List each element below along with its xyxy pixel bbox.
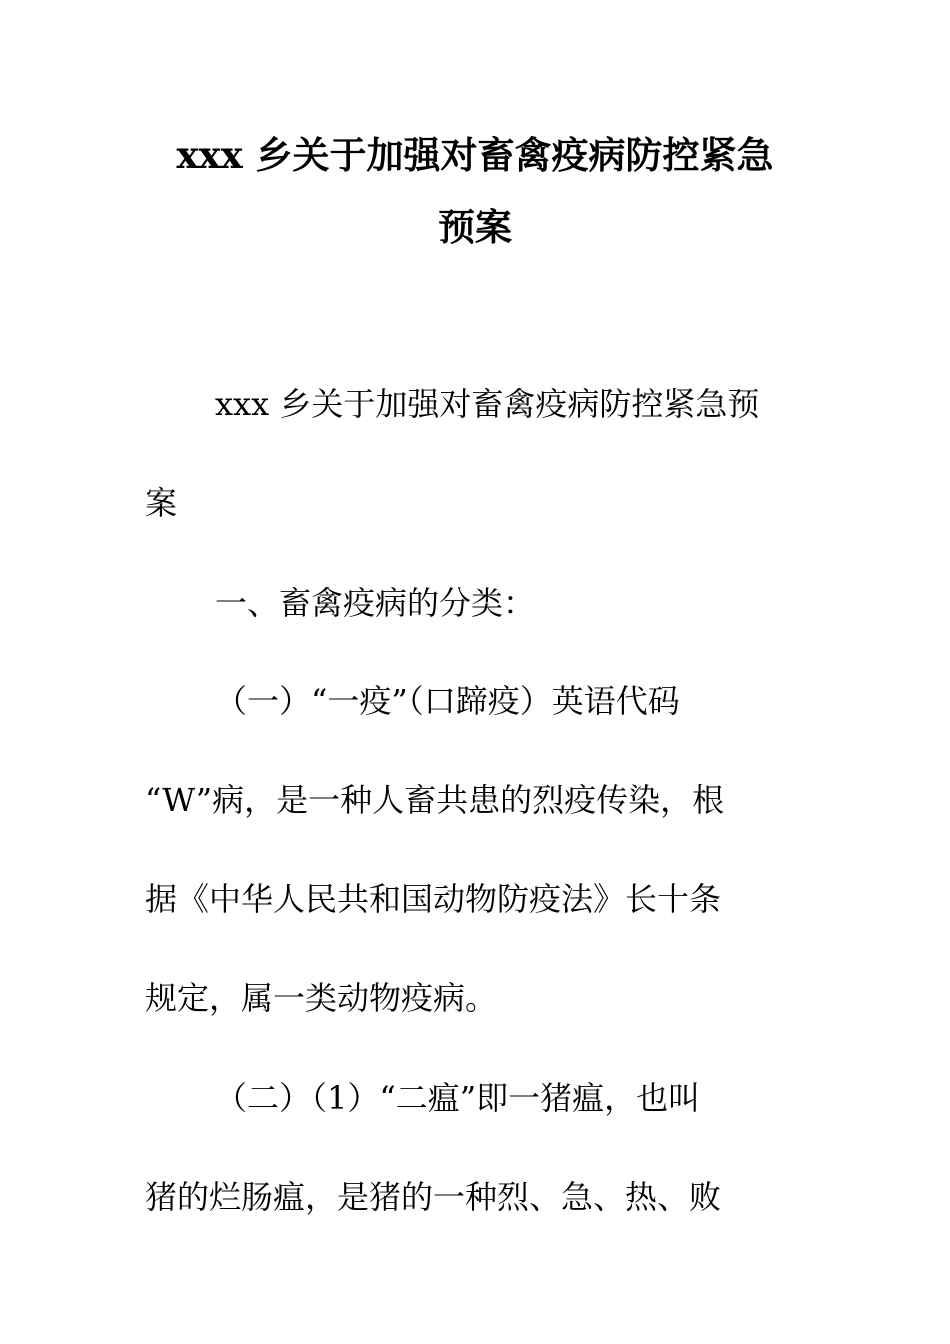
- body-line-1: xxx 乡关于加强对畜禽疫病防控紧急预: [215, 385, 760, 423]
- body-line-8: （二）（1）“二瘟”即一猪瘟，也叫: [215, 1079, 701, 1117]
- body-line-2: 案: [145, 484, 178, 522]
- body-line-5: “W”病，是一种人畜共患的烈疫传染，根: [145, 781, 725, 819]
- body-line-4: （一）“一疫”（口蹄疫）英语代码: [215, 682, 680, 720]
- body-line-9: 猪的烂肠瘟，是猪的一种烈、急、热、败: [145, 1178, 722, 1216]
- body-line-6: 据《中华人民共和国动物防疫法》长十条: [145, 880, 722, 918]
- document-title-line-1: xxx 乡关于加强对畜禽疫病防控紧急: [176, 133, 774, 177]
- section-heading-1: 一、畜禽疫病的分类：: [215, 584, 536, 622]
- body-line-7: 规定，属一类动物疫病。: [145, 979, 498, 1017]
- document-title-line-2: 预案: [438, 205, 512, 249]
